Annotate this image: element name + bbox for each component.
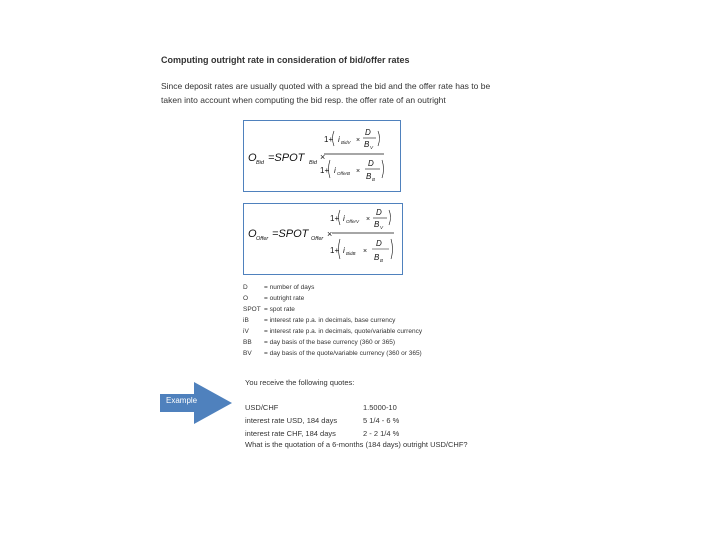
legend-desc: = interest rate p.a. in decimals, quote/variable currency: [264, 328, 423, 335]
offer-num-rate-sub: OfferV: [346, 219, 360, 224]
offer-den-times: ×: [363, 248, 368, 255]
page-title: Computing outright rate in consideration of bid/offer rates: [161, 55, 410, 65]
quote-label: USD/CHF: [245, 403, 279, 412]
offer-den-rate: i: [343, 246, 345, 255]
bid-den-times: ×: [356, 168, 361, 175]
quote-value: 5 1/4 - 6 %: [363, 416, 400, 425]
offer-num-rate: i: [343, 214, 345, 223]
offer-num-b-sub: V: [380, 225, 384, 230]
quotes-question: What is the quotation of a 6-months (184 days) outright USD/CHF?: [245, 440, 468, 449]
bid-num-one: 1+: [324, 135, 334, 144]
legend-row: [243, 337, 422, 348]
legend-row: [243, 326, 422, 337]
legend-symbol: D: [243, 284, 248, 291]
offer-den-d: D: [376, 239, 382, 248]
offer-lhs-sub: Offer: [256, 236, 269, 242]
bid-lhs: O: [248, 152, 257, 164]
legend-row: [243, 293, 422, 304]
offer-num-times: ×: [366, 216, 371, 223]
bid-times: ×: [320, 152, 326, 162]
bid-num-times: ×: [356, 137, 361, 144]
bid-den-one: 1+: [320, 166, 330, 175]
quote-value: 1.5000-10: [363, 403, 397, 412]
bid-den-rate-sub: OfferB: [337, 171, 351, 176]
offer-den-paren-left: [339, 239, 341, 259]
legend-desc: = spot rate: [264, 306, 295, 313]
quote-value: 2 - 2 1/4 %: [363, 429, 400, 438]
bid-num-paren-right: [378, 131, 380, 146]
bid-num-b: B: [364, 140, 370, 149]
legend-symbol: SPOT: [243, 306, 261, 313]
bid-den-rate: i: [334, 166, 336, 175]
legend-row: [243, 348, 422, 359]
offer-den-b-sub: B: [380, 258, 384, 263]
example-label: Example: [166, 396, 198, 405]
bid-den-paren-left: [329, 160, 331, 178]
bid-lhs-sub: Bid: [256, 160, 264, 166]
legend-desc: = number of days: [264, 284, 315, 291]
bid-den-b: B: [366, 172, 372, 181]
bid-formula-box: [243, 120, 401, 192]
offer-num-paren-right: [389, 210, 391, 225]
quote-label: interest rate USD, 184 days: [245, 416, 338, 425]
intro-text: Since deposit rates are usually quoted with a spread the bid and the offer rate has to be taken into account when computing the bid resp. the offer rate of an outright: [161, 81, 491, 105]
offer-den-paren-right: [391, 239, 393, 259]
legend-symbol: O: [243, 295, 249, 302]
offer-eq-spot: =SPOT: [272, 228, 309, 240]
bid-num-b-sub: V: [370, 145, 374, 150]
bid-den-paren-right: [382, 160, 384, 178]
legend-row: [243, 304, 422, 315]
quote-row: [245, 414, 468, 427]
quote-label: interest rate CHF, 184 days: [245, 429, 336, 438]
bid-spot-sub: Bid: [309, 160, 317, 166]
offer-den-rate-sub: BidB: [346, 251, 356, 256]
bid-den-d: D: [368, 159, 374, 168]
legend-symbol: BV: [243, 350, 252, 357]
offer-formula: [244, 204, 402, 274]
legend-row: [243, 315, 422, 326]
bid-num-rate: i: [338, 135, 340, 144]
quote-row: [245, 427, 468, 440]
offer-num-d: D: [376, 208, 382, 217]
bid-eq-spot: =SPOT: [268, 152, 305, 164]
offer-lhs: O: [248, 228, 257, 240]
legend-symbol: iV: [243, 328, 249, 335]
bid-num-d: D: [365, 128, 371, 137]
legend-row: [243, 282, 422, 293]
bid-den-b-sub: B: [372, 177, 376, 182]
offer-num-b: B: [374, 220, 380, 229]
quotes-lead: You receive the following quotes:: [245, 378, 355, 387]
quote-row: [245, 401, 468, 414]
bid-num-rate-sub: BidV: [341, 140, 351, 145]
offer-den-one: 1+: [330, 246, 340, 255]
offer-den-b: B: [374, 253, 380, 262]
legend-desc: = day basis of the base currency (360 or 365): [264, 339, 395, 346]
legend-symbol: BB: [243, 339, 252, 346]
offer-formula-box: [243, 203, 403, 275]
quotes-section: [245, 378, 468, 449]
legend-desc: = day basis of the quote/variable currency (360 or 365): [264, 350, 422, 357]
offer-times: ×: [327, 229, 333, 239]
legend-desc: = interest rate p.a. in decimals, base currency: [264, 317, 396, 324]
variable-legend: [243, 282, 422, 359]
offer-num-one: 1+: [330, 214, 340, 223]
legend-desc: = outright rate: [264, 295, 305, 302]
legend-symbol: iB: [243, 317, 249, 324]
bid-formula: [244, 121, 400, 191]
offer-spot-sub: Offer: [311, 236, 324, 242]
